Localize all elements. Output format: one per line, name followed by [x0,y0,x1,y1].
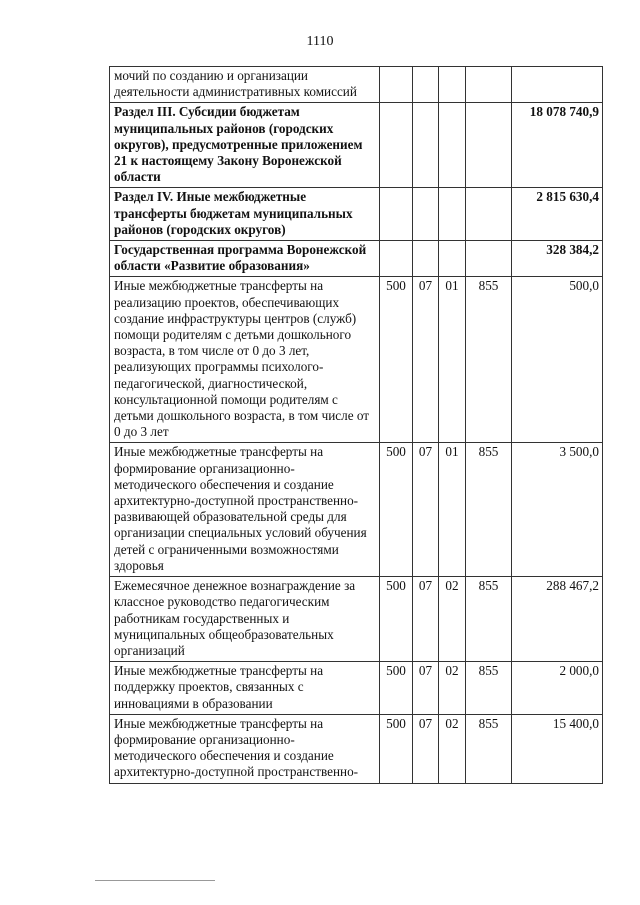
row-section: 07 [413,577,439,662]
row-description: мочий по созданию и организации деятельности административных комиссий [110,67,380,103]
row-expense-type: 855 [466,277,512,443]
row-amount: 18 078 740,9 [512,103,603,188]
row-grbs: 500 [380,662,413,715]
table-row [110,714,603,783]
row-expense-type [466,188,512,241]
section-row [110,188,603,241]
table-row [110,443,603,577]
row-grbs [380,103,413,188]
row-grbs: 500 [380,443,413,577]
row-grbs: 500 [380,577,413,662]
row-description: Раздел III. Субсидии бюджетам муниципальных районов (городских округов), предусмотренные приложением 21 к настоящему Закону Воронежской области [110,103,380,188]
row-subsection: 02 [439,714,466,783]
row-grbs [380,241,413,277]
row-section [413,241,439,277]
row-grbs [380,188,413,241]
program-row [110,241,603,277]
row-expense-type: 855 [466,443,512,577]
row-description: Иные межбюджетные трансферты на реализацию проектов, обеспечивающих создание инфраструктуры центров (служб) помощи родителям с детьми дошкольного возраста, в том числе от 0 до 3 лет, реализующих программы психолого-педагогической, диагностической, консультационной помощи родителям с детьми дошкольного возраста, в том числе от 0 до 3 лет [110,277,380,443]
row-expense-type: 855 [466,662,512,715]
table-row [110,662,603,715]
row-subsection: 01 [439,277,466,443]
row-expense-type: 855 [466,577,512,662]
row-section: 07 [413,443,439,577]
row-section: 07 [413,662,439,715]
row-subsection: 02 [439,577,466,662]
row-section [413,103,439,188]
row-subsection: 01 [439,443,466,577]
row-expense-type [466,103,512,188]
row-amount: 15 400,0 [512,714,603,783]
row-grbs: 500 [380,714,413,783]
row-section: 07 [413,277,439,443]
footer-divider [95,880,215,881]
row-amount: 328 384,2 [512,241,603,277]
row-grbs [380,67,413,103]
row-subsection: 02 [439,662,466,715]
row-amount [512,67,603,103]
row-description: Раздел IV. Иные межбюджетные трансферты бюджетам муниципальных районов (городских округов) [110,188,380,241]
row-subsection [439,241,466,277]
row-description: Иные межбюджетные трансферты на формирование организационно-методического обеспечения и создание архитектурно-доступной пространственно-развивающей образовательной среды для организации специальных условий обучения детей с ограниченными возможностями здоровья [110,443,380,577]
row-amount: 2 000,0 [512,662,603,715]
row-amount: 2 815 630,4 [512,188,603,241]
row-subsection [439,188,466,241]
row-amount: 3 500,0 [512,443,603,577]
row-expense-type: 855 [466,714,512,783]
row-description: Государственная программа Воронежской области «Развитие образования» [110,241,380,277]
row-description: Ежемесячное денежное вознаграждение за классное руководство педагогическим работникам государственных и муниципальных общеобразовательных организаций [110,577,380,662]
table-row [110,577,603,662]
row-subsection [439,103,466,188]
page-number: 1110 [306,34,334,49]
row-expense-type [466,67,512,103]
row-section [413,67,439,103]
table-row [110,277,603,443]
table-row [110,67,603,103]
row-description: Иные межбюджетные трансферты на поддержку проектов, связанных с инновациями в образовании [110,662,380,715]
budget-table [109,66,603,784]
row-expense-type [466,241,512,277]
section-row [110,103,603,188]
row-amount: 288 467,2 [512,577,603,662]
row-section [413,188,439,241]
row-section: 07 [413,714,439,783]
row-description: Иные межбюджетные трансферты на формирование организационно-методического обеспечения и создание архитектурно-доступной пространственно- [110,714,380,783]
row-amount: 500,0 [512,277,603,443]
row-subsection [439,67,466,103]
row-grbs: 500 [380,277,413,443]
